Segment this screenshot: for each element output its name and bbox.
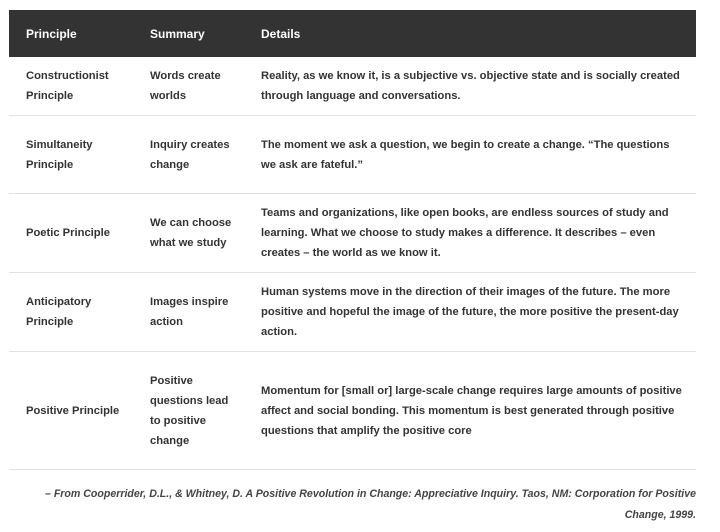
details-cell: Momentum for [small or] large-scale change requires large amounts of positive affect and social bonding. This momentum is best generated through positive questions that amplify the positive core bbox=[261, 384, 682, 437]
principle-cell: Anticipatory Principle bbox=[26, 296, 92, 328]
table-row bbox=[9, 194, 696, 273]
table-row bbox=[9, 273, 696, 352]
principle-cell: Simultaneity Principle bbox=[26, 138, 93, 171]
details-cell: The moment we ask a question, we begin to create a change. “The questions we ask are fateful.” bbox=[261, 138, 670, 171]
column-header-summary: Summary bbox=[150, 26, 205, 41]
summary-cell: Words create worlds bbox=[150, 70, 221, 102]
principle-cell: Positive Principle bbox=[26, 404, 120, 417]
details-cell: Teams and organizations, like open books, are endless sources of study and learning. What we choose to study makes a difference. It describes – even creates – the world as we know it. bbox=[261, 207, 669, 259]
details-cell: Human systems move in the direction of their images of the future. The more positive and hopeful the image of the future, the more positive the present-day action. bbox=[261, 286, 679, 338]
header-row bbox=[9, 10, 696, 57]
column-header-principle: Principle bbox=[26, 26, 77, 41]
summary-cell: Inquiry creates change bbox=[150, 138, 230, 171]
table-row bbox=[9, 352, 696, 470]
summary-cell: Images inspire action bbox=[150, 296, 229, 328]
table-row bbox=[9, 57, 696, 116]
summary-cell: Positive questions lead to positive change bbox=[150, 374, 229, 447]
column-header-details: Details bbox=[261, 26, 301, 41]
table-body bbox=[9, 57, 696, 470]
principles-table-container bbox=[9, 10, 696, 470]
principle-cell: Constructionist Principle bbox=[26, 70, 109, 102]
citation-text: – From Cooperrider, D.L., & Whitney, D. A Positive Revolution in Change: Appreciative Inquiry. Taos, NM: Corporation for Positive Change, 1999. bbox=[45, 488, 696, 521]
principles-table bbox=[9, 10, 696, 470]
summary-cell: We can choose what we study bbox=[150, 217, 232, 249]
principle-cell: Poetic Principle bbox=[26, 227, 110, 239]
table-row bbox=[9, 116, 696, 194]
table-header bbox=[9, 10, 696, 57]
details-cell: Reality, as we know it, is a subjective vs. objective state and is socially created through language and conversations. bbox=[261, 70, 680, 102]
